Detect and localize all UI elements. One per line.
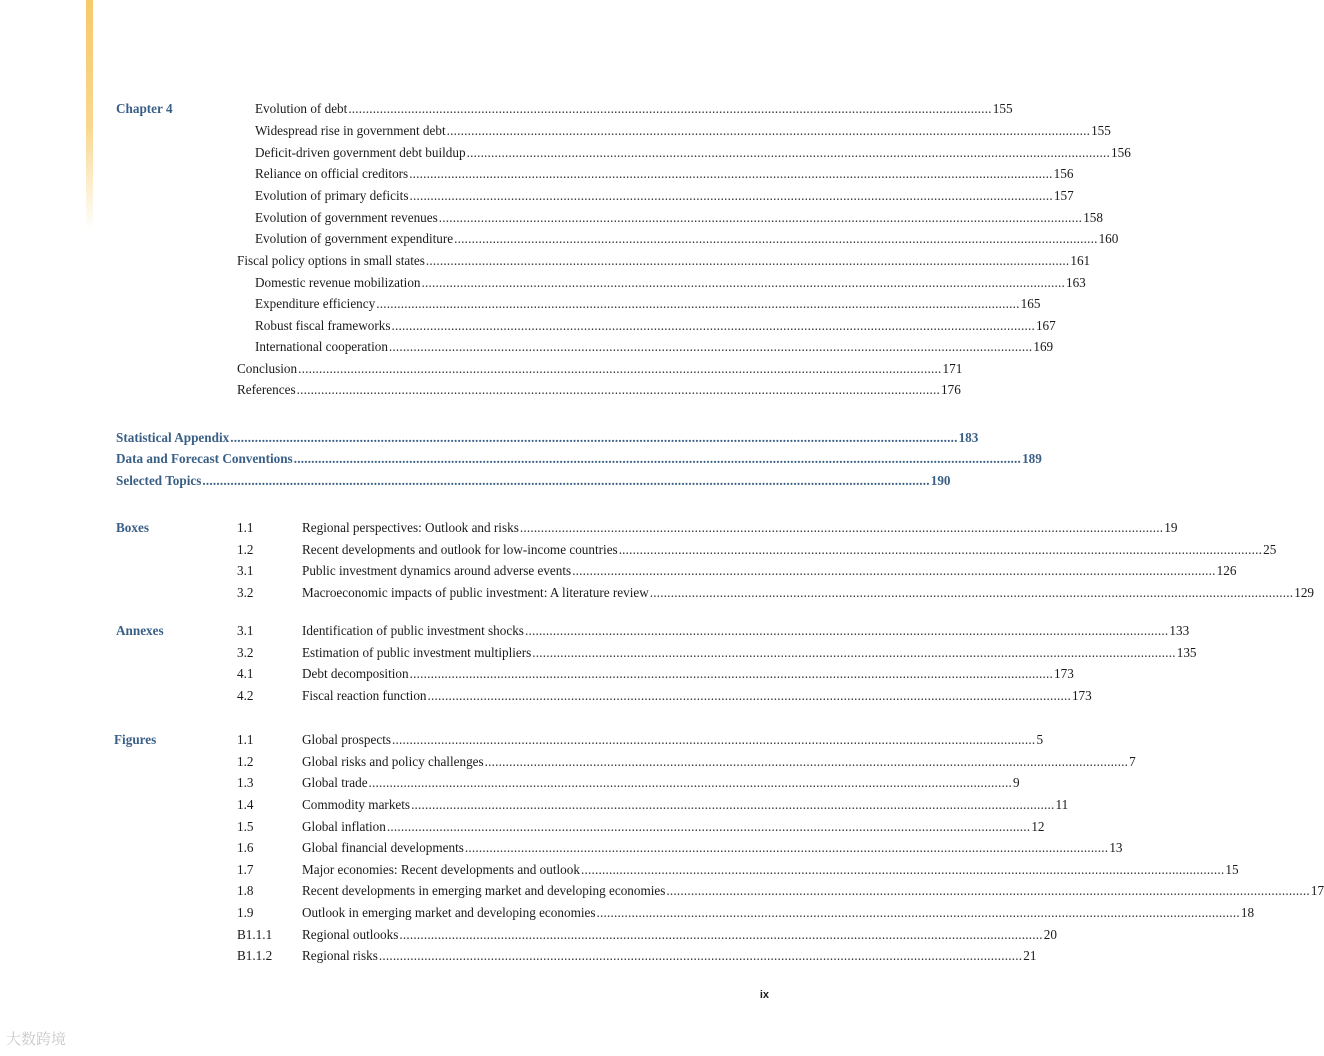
toc-entry[interactable]: Recent developments and outlook for low-income countries ........................................................................................................................................................................................ 25 [302, 542, 1277, 557]
toc-entry[interactable]: Fiscal reaction function ........................................................................................................................................................................................ 173 [302, 688, 1092, 703]
toc-entry[interactable]: Regional risks ........................................................................................................................................................................................ 21 [302, 948, 1037, 963]
item-number: 4.1 [237, 666, 254, 681]
item-number: 3.2 [237, 645, 254, 660]
toc-entry[interactable]: International cooperation ........................................................................................................................................................................................ 169 [255, 339, 1054, 354]
toc-entry[interactable]: Regional outlooks ........................................................................................................................................................................................ 20 [302, 927, 1057, 942]
toc-entry[interactable]: Debt decomposition ........................................................................................................................................................................................ 173 [302, 666, 1074, 681]
item-number: 1.1 [237, 520, 254, 535]
item-number: 1.2 [237, 754, 254, 769]
item-number: 1.5 [237, 819, 254, 834]
item-number: B1.1.1 [237, 927, 273, 942]
toc-entry[interactable]: Recent developments in emerging market and developing economies ........................................................................................................................................................................................ 17 [302, 883, 1324, 898]
item-number: 1.8 [237, 883, 254, 898]
item-number: 3.1 [237, 623, 254, 638]
item-number: 3.1 [237, 563, 254, 578]
item-number: 1.6 [237, 840, 254, 855]
item-number: B1.1.2 [237, 948, 273, 963]
toc-entry[interactable]: Public investment dynamics around adverse events ........................................................................................................................................................................................ 126 [302, 563, 1237, 578]
item-number: 3.2 [237, 585, 254, 600]
chapter-label: Chapter 4 [116, 101, 173, 116]
toc-entry[interactable]: Evolution of government revenues ........................................................................................................................................................................................ 158 [255, 210, 1103, 225]
toc-entry[interactable]: Reliance on official creditors ........................................................................................................................................................................................ 156 [255, 166, 1074, 181]
toc-entry[interactable]: Evolution of debt ........................................................................................................................................................................................ 155 [255, 101, 1013, 116]
toc-entry[interactable]: Widespread rise in government debt ........................................................................................................................................................................................ 155 [255, 123, 1111, 138]
toc-entry[interactable]: Evolution of primary deficits ........................................................................................................................................................................................ 157 [255, 188, 1074, 203]
figures-label: Figures [114, 732, 157, 747]
toc-entry[interactable]: Deficit-driven government debt buildup ........................................................................................................................................................................................ 156 [255, 145, 1131, 160]
watermark-logo: 大数跨境 [6, 1031, 67, 1048]
toc-entry[interactable]: Macroeconomic impacts of public investment: A literature review ........................................................................................................................................................................................ 129 [302, 585, 1315, 600]
toc-entry[interactable]: Identification of public investment shocks ........................................................................................................................................................................................ 133 [302, 623, 1190, 638]
toc-entry[interactable]: Expenditure efficiency ........................................................................................................................................................................................ 165 [255, 296, 1041, 311]
item-number: 1.1 [237, 732, 254, 747]
toc-entry[interactable]: Regional perspectives: Outlook and risks ........................................................................................................................................................................................ 19 [302, 520, 1178, 535]
item-number: 1.4 [237, 797, 254, 812]
toc-entry[interactable]: Global inflation ........................................................................................................................................................................................ 12 [302, 819, 1045, 834]
annexes-label: Annexes [116, 623, 164, 638]
toc-entry[interactable]: Evolution of government expenditure ........................................................................................................................................................................................ 160 [255, 231, 1119, 246]
item-number: 4.2 [237, 688, 254, 703]
item-number: 1.9 [237, 905, 254, 920]
boxes-label: Boxes [116, 520, 149, 535]
decorative-margin-bar [86, 0, 93, 230]
page-number: ix [759, 989, 769, 1001]
toc-entry[interactable]: Fiscal policy options in small states ........................................................................................................................................................................................ 161 [237, 253, 1091, 268]
toc-entry[interactable]: References ........................................................................................................................................................................................ 176 [237, 382, 961, 397]
toc-section-entry[interactable]: Data and Forecast Conventions ................................................................................................................................................................................................................ 189 [116, 451, 1042, 466]
toc-entry[interactable]: Commodity markets ........................................................................................................................................................................................ 11 [302, 797, 1069, 812]
item-number: 1.3 [237, 775, 254, 790]
toc-entry[interactable]: Domestic revenue mobilization ........................................................................................................................................................................................ 163 [255, 275, 1086, 290]
toc-entry[interactable]: Major economies: Recent developments and outlook ........................................................................................................................................................................................ 15 [302, 862, 1239, 877]
toc-entry[interactable]: Conclusion ........................................................................................................................................................................................ 171 [237, 361, 963, 376]
toc-entry[interactable]: Outlook in emerging market and developing economies ........................................................................................................................................................................................ 18 [302, 905, 1255, 920]
toc-entry[interactable]: Global financial developments ........................................................................................................................................................................................ 13 [302, 840, 1123, 855]
toc-entry[interactable]: Estimation of public investment multipliers ........................................................................................................................................................................................ 135 [302, 645, 1197, 660]
toc-entry[interactable]: Global trade ........................................................................................................................................................................................ 9 [302, 775, 1020, 790]
toc-entry[interactable]: Robust fiscal frameworks ........................................................................................................................................................................................ 167 [255, 318, 1056, 333]
toc-entry[interactable]: Global risks and policy challenges ........................................................................................................................................................................................ 7 [302, 754, 1136, 769]
item-number: 1.7 [237, 862, 254, 877]
item-number: 1.2 [237, 542, 254, 557]
toc-section-entry[interactable]: Statistical Appendix ................................................................................................................................................................................................................ 183 [116, 430, 979, 445]
toc-section-entry[interactable]: Selected Topics ................................................................................................................................................................................................................ 190 [116, 473, 951, 488]
toc-entry[interactable]: Global prospects ........................................................................................................................................................................................ 5 [302, 732, 1044, 747]
